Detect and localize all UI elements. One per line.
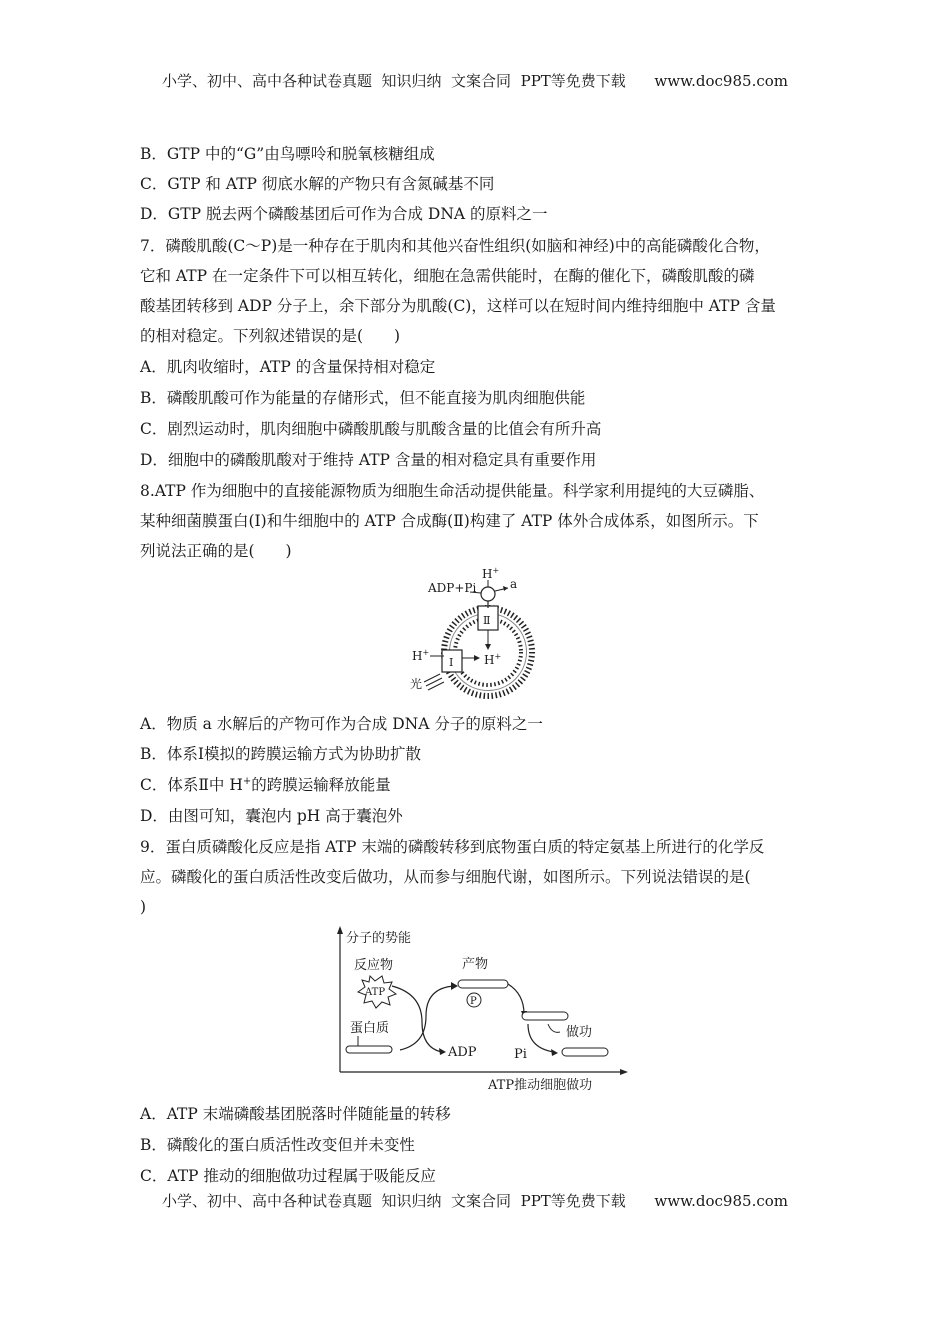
q7-stem-line-1: 7．磷酸肌酸(C～P)是一种存在于肌肉和其他兴奋性组织(如脑和神经)中的高能磷酸化合物， [140, 237, 770, 255]
q8-option-c: C．体系Ⅱ中 H+的跨膜运输释放能量 [140, 775, 391, 794]
label-h-plus-inner: H+ [484, 652, 502, 667]
label-protein: 蛋白质 [350, 1021, 390, 1036]
label-h-plus-top: H+ [482, 566, 500, 581]
q8-option-a: A．物质 a 水解后的产物可作为合成 DNA 分子的原料之一 [140, 715, 543, 733]
page-header: 小学、初中、高中各种试卷真题 知识归纳 文案合同 PPT等免费下载 www.doc985.com [161, 72, 788, 90]
label-h-plus-outer: H+ [412, 648, 430, 663]
label-product: 产物 [462, 957, 489, 972]
working-protein [522, 1012, 568, 1020]
q9-stem-line-3: ) [140, 898, 147, 916]
page-footer: 小学、初中、高中各种试卷真题 知识归纳 文案合同 PPT等免费下载 www.doc985.com [161, 1192, 788, 1210]
q6-option-d: D．GTP 脱去两个磷酸基团后可作为合成 DNA 的原料之一 [140, 205, 548, 223]
label-pi: Pi [514, 1047, 527, 1062]
q7-option-c: C．剧烈运动时，肌肉细胞中磷酸肌酸与肌酸含量的比值会有所升高 [140, 420, 602, 438]
label-reactant: 反应物 [354, 958, 394, 973]
label-atp: ATP [365, 987, 386, 998]
y-axis-label: 分子的势能 [346, 931, 412, 946]
protein-shape [346, 1046, 392, 1053]
label-adp-pi: ADP+Pi [428, 581, 477, 595]
q8-stem-line-2: 某种细菌膜蛋白(Ⅰ)和牛细胞中的 ATP 合成酶(Ⅱ)构建了 ATP 体外合成体系，如图所示。下 [140, 512, 759, 530]
atp-synthase-head [481, 587, 495, 601]
q8-option-b: B．体系Ⅰ模拟的跨膜运输方式为协助扩散 [140, 745, 422, 763]
q6-option-c: C．GTP 和 ATP 彻底水解的产物只有含氮碱基不同 [140, 175, 495, 193]
label-light: 光 [410, 677, 423, 691]
work-arrow [508, 984, 524, 1014]
q7-option-a: A．肌肉收缩时，ATP 的含量保持相对稳定 [140, 358, 436, 376]
phosphorylated-protein [458, 980, 508, 988]
label-adp: ADP [448, 1045, 477, 1060]
label-a: a [510, 577, 518, 591]
reaction-arrow-up [400, 986, 454, 1050]
q9-stem-line-2: 应。磷酸化的蛋白质活性改变后做功，从而参与细胞代谢，如图所示。下列说法错误的是( [140, 868, 751, 886]
q8-option-d: D．由图可知，囊泡内 pH 高于囊泡外 [140, 807, 403, 825]
q6-option-b: B．GTP 中的“G”由鸟嘌呤和脱氧核糖组成 [140, 145, 435, 163]
label-roman-1: Ⅰ [449, 656, 454, 669]
x-axis-label: ATP推动细胞做功 [488, 1078, 593, 1093]
label-p: P [470, 996, 477, 1007]
q9-option-b: B．磷酸化的蛋白质活性改变但并未变性 [140, 1136, 415, 1154]
q7-stem-line-2: 它和 ATP 在一定条件下可以相互转化，细胞在急需供能时，在酶的催化下，磷酸肌酸的磷 [140, 267, 755, 285]
q9-stem-line-1: 9．蛋白质磷酸化反应是指 ATP 末端的磷酸转移到底物蛋白质的特定氨基上所进行的化学反 [140, 838, 765, 856]
q9-option-a: A．ATP 末端磷酸基团脱落时伴随能量的转移 [140, 1105, 451, 1123]
vesicle-figure [400, 564, 550, 704]
label-roman-2: Ⅱ [483, 614, 491, 627]
q9-option-c: C．ATP 推动的细胞做功过程属于吸能反应 [140, 1167, 436, 1185]
label-work: 做功 [566, 1025, 593, 1040]
final-protein [562, 1048, 608, 1056]
q7-stem-line-3: 酸基团转移到 ADP 分子上，余下部分为肌酸(C)，这样可以在短时间内维持细胞中 ATP 含量 [140, 297, 776, 315]
q8-stem-line-3: 列说法正确的是( ) [140, 542, 292, 560]
phosphorylation-figure [330, 924, 630, 1094]
q8-stem-line-1: 8.ATP 作为细胞中的直接能源物质为细胞生命活动提供能量。科学家利用提纯的大豆磷脂、 [140, 482, 765, 500]
q7-option-d: D．细胞中的磷酸肌酸对于维持 ATP 含量的相对稳定具有重要作用 [140, 451, 597, 469]
q7-option-b: B．磷酸肌酸可作为能量的存储形式，但不能直接为肌肉细胞供能 [140, 389, 586, 407]
q7-stem-line-4: 的相对稳定。下列叙述错误的是( ) [140, 327, 401, 345]
